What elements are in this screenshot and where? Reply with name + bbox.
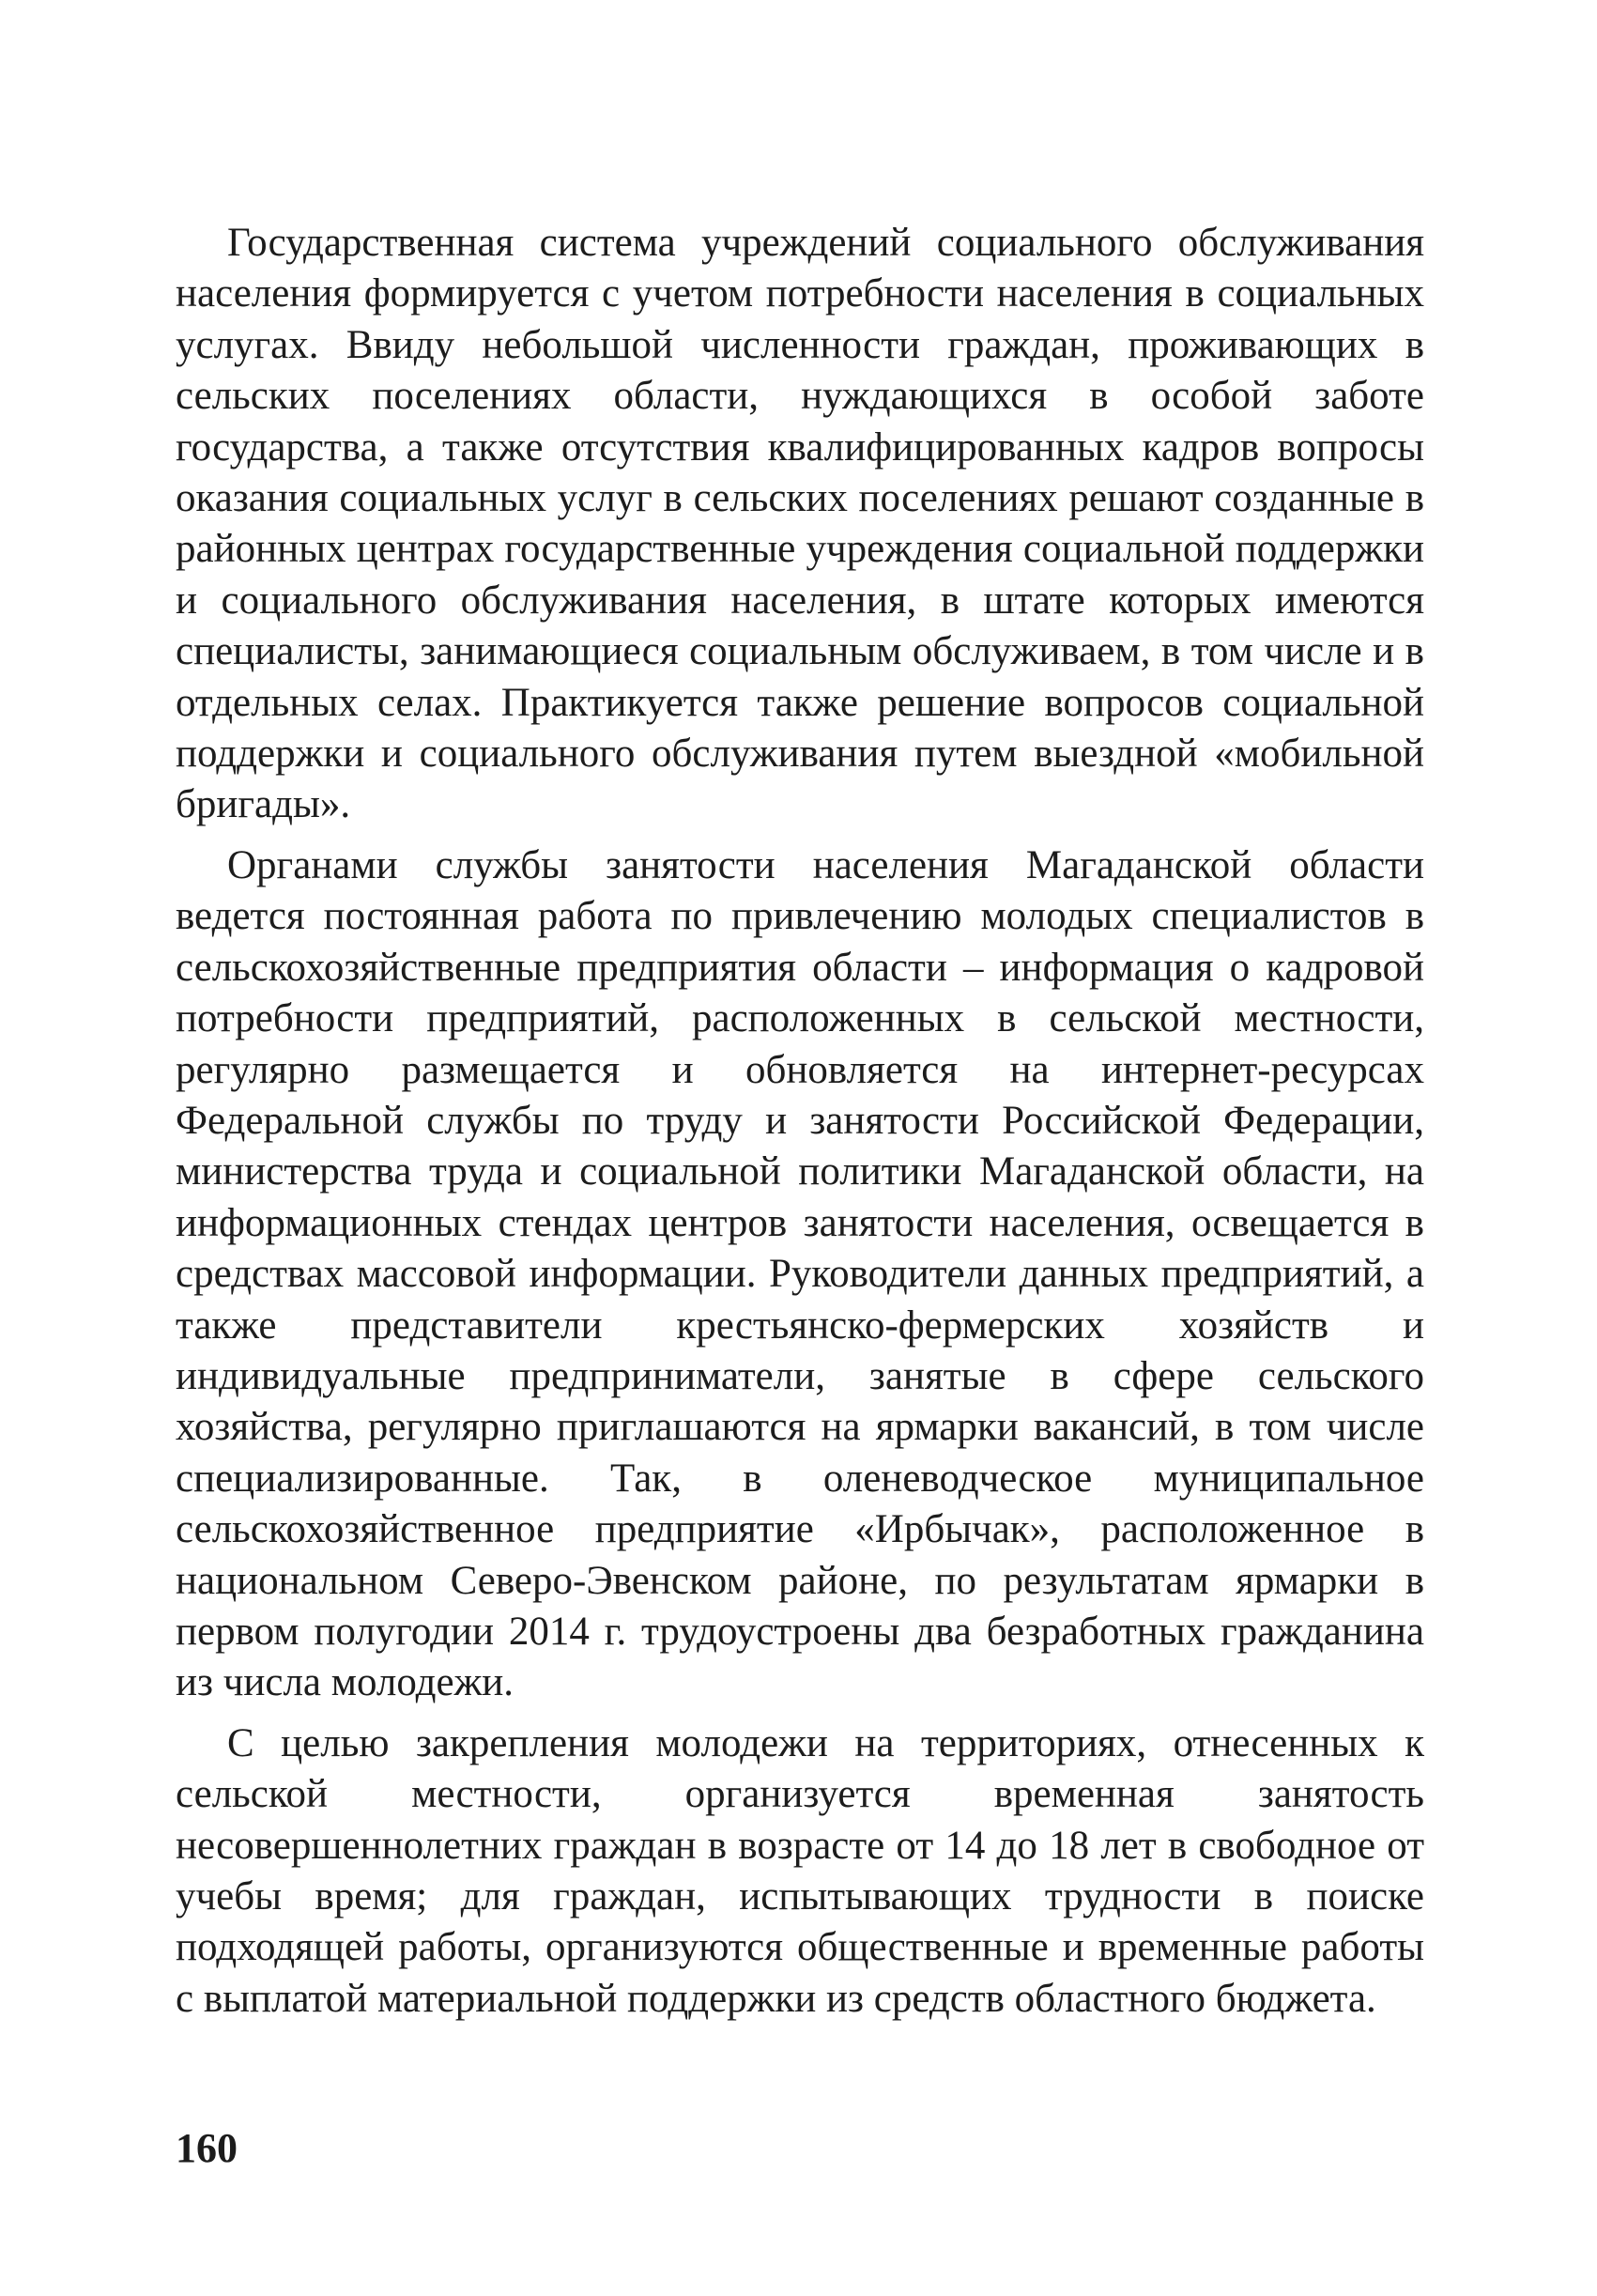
paragraph-social-services: Государственная система учреждений социального обслуживания населения формируется с учетом потребности населения в социальных услугах. Ввиду небольшой численности граждан, проживающих в сельских поселениях области, нуждающихся в особой заботе государства, а также отсутствия квалифицированных кадров вопросы оказания социальных услуг в сельских поселениях решают созданные в районных центрах государственные учреждения социальной поддержки и социального обслуживания населения, в штате которых имеются специалисты, занимающиеся социальным обслуживаем, в том числе и в отдельных селах. Практикуется также решение вопросов социальной поддержки и социального обслуживания путем выездной «мобильной бригады». (176, 221, 1424, 827)
paragraph-employment-service: Органами службы занятости населения Магаданской области ведется постоянная работа по привлечению молодых специалистов в сельскохозяйственные предприятия области – информация о кадровой потребности предприятий, расположенных в сельской местности, регулярно размещается и обновляется на интернет-ресурсах Федеральной службы по труду и занятости Российской Федерации, министерства труда и социальной политики Магаданской области, на информационных стендах центров занятости населения, освещается в средствах массовой информации. Руководители данных предприятий, а также представители крестьянско-фермерских хозяйств и индивидуальные предприниматели, занятые в сфере сельского хозяйства, регулярно приглашаются на ярмарки вакансий, в том числе специализированные. Так, в оленеводческое муниципальное сельскохозяйственное предприятие «Ирбычак», расположенное в национальном Северо-Эвенском районе, по результатам ярмарки в первом полугодии 2014 г. трудоустроены два безработных гражданина из числа молодежи. (176, 842, 1424, 1705)
paragraph-youth-employment: С целью закрепления молодежи на территориях, отнесенных к сельской местности, организуется временная занятость несовершеннолетних граждан в возрасте от 14 до 18 лет в свободное от учебы время; для граждан, испытывающих трудности в поиске подходящей работы, организуются общественные и временные работы с выплатой материальной поддержки из средств областного бюджета. (176, 1720, 1424, 2021)
page-body (176, 218, 1424, 2025)
page-number: 160 (176, 2125, 238, 2171)
